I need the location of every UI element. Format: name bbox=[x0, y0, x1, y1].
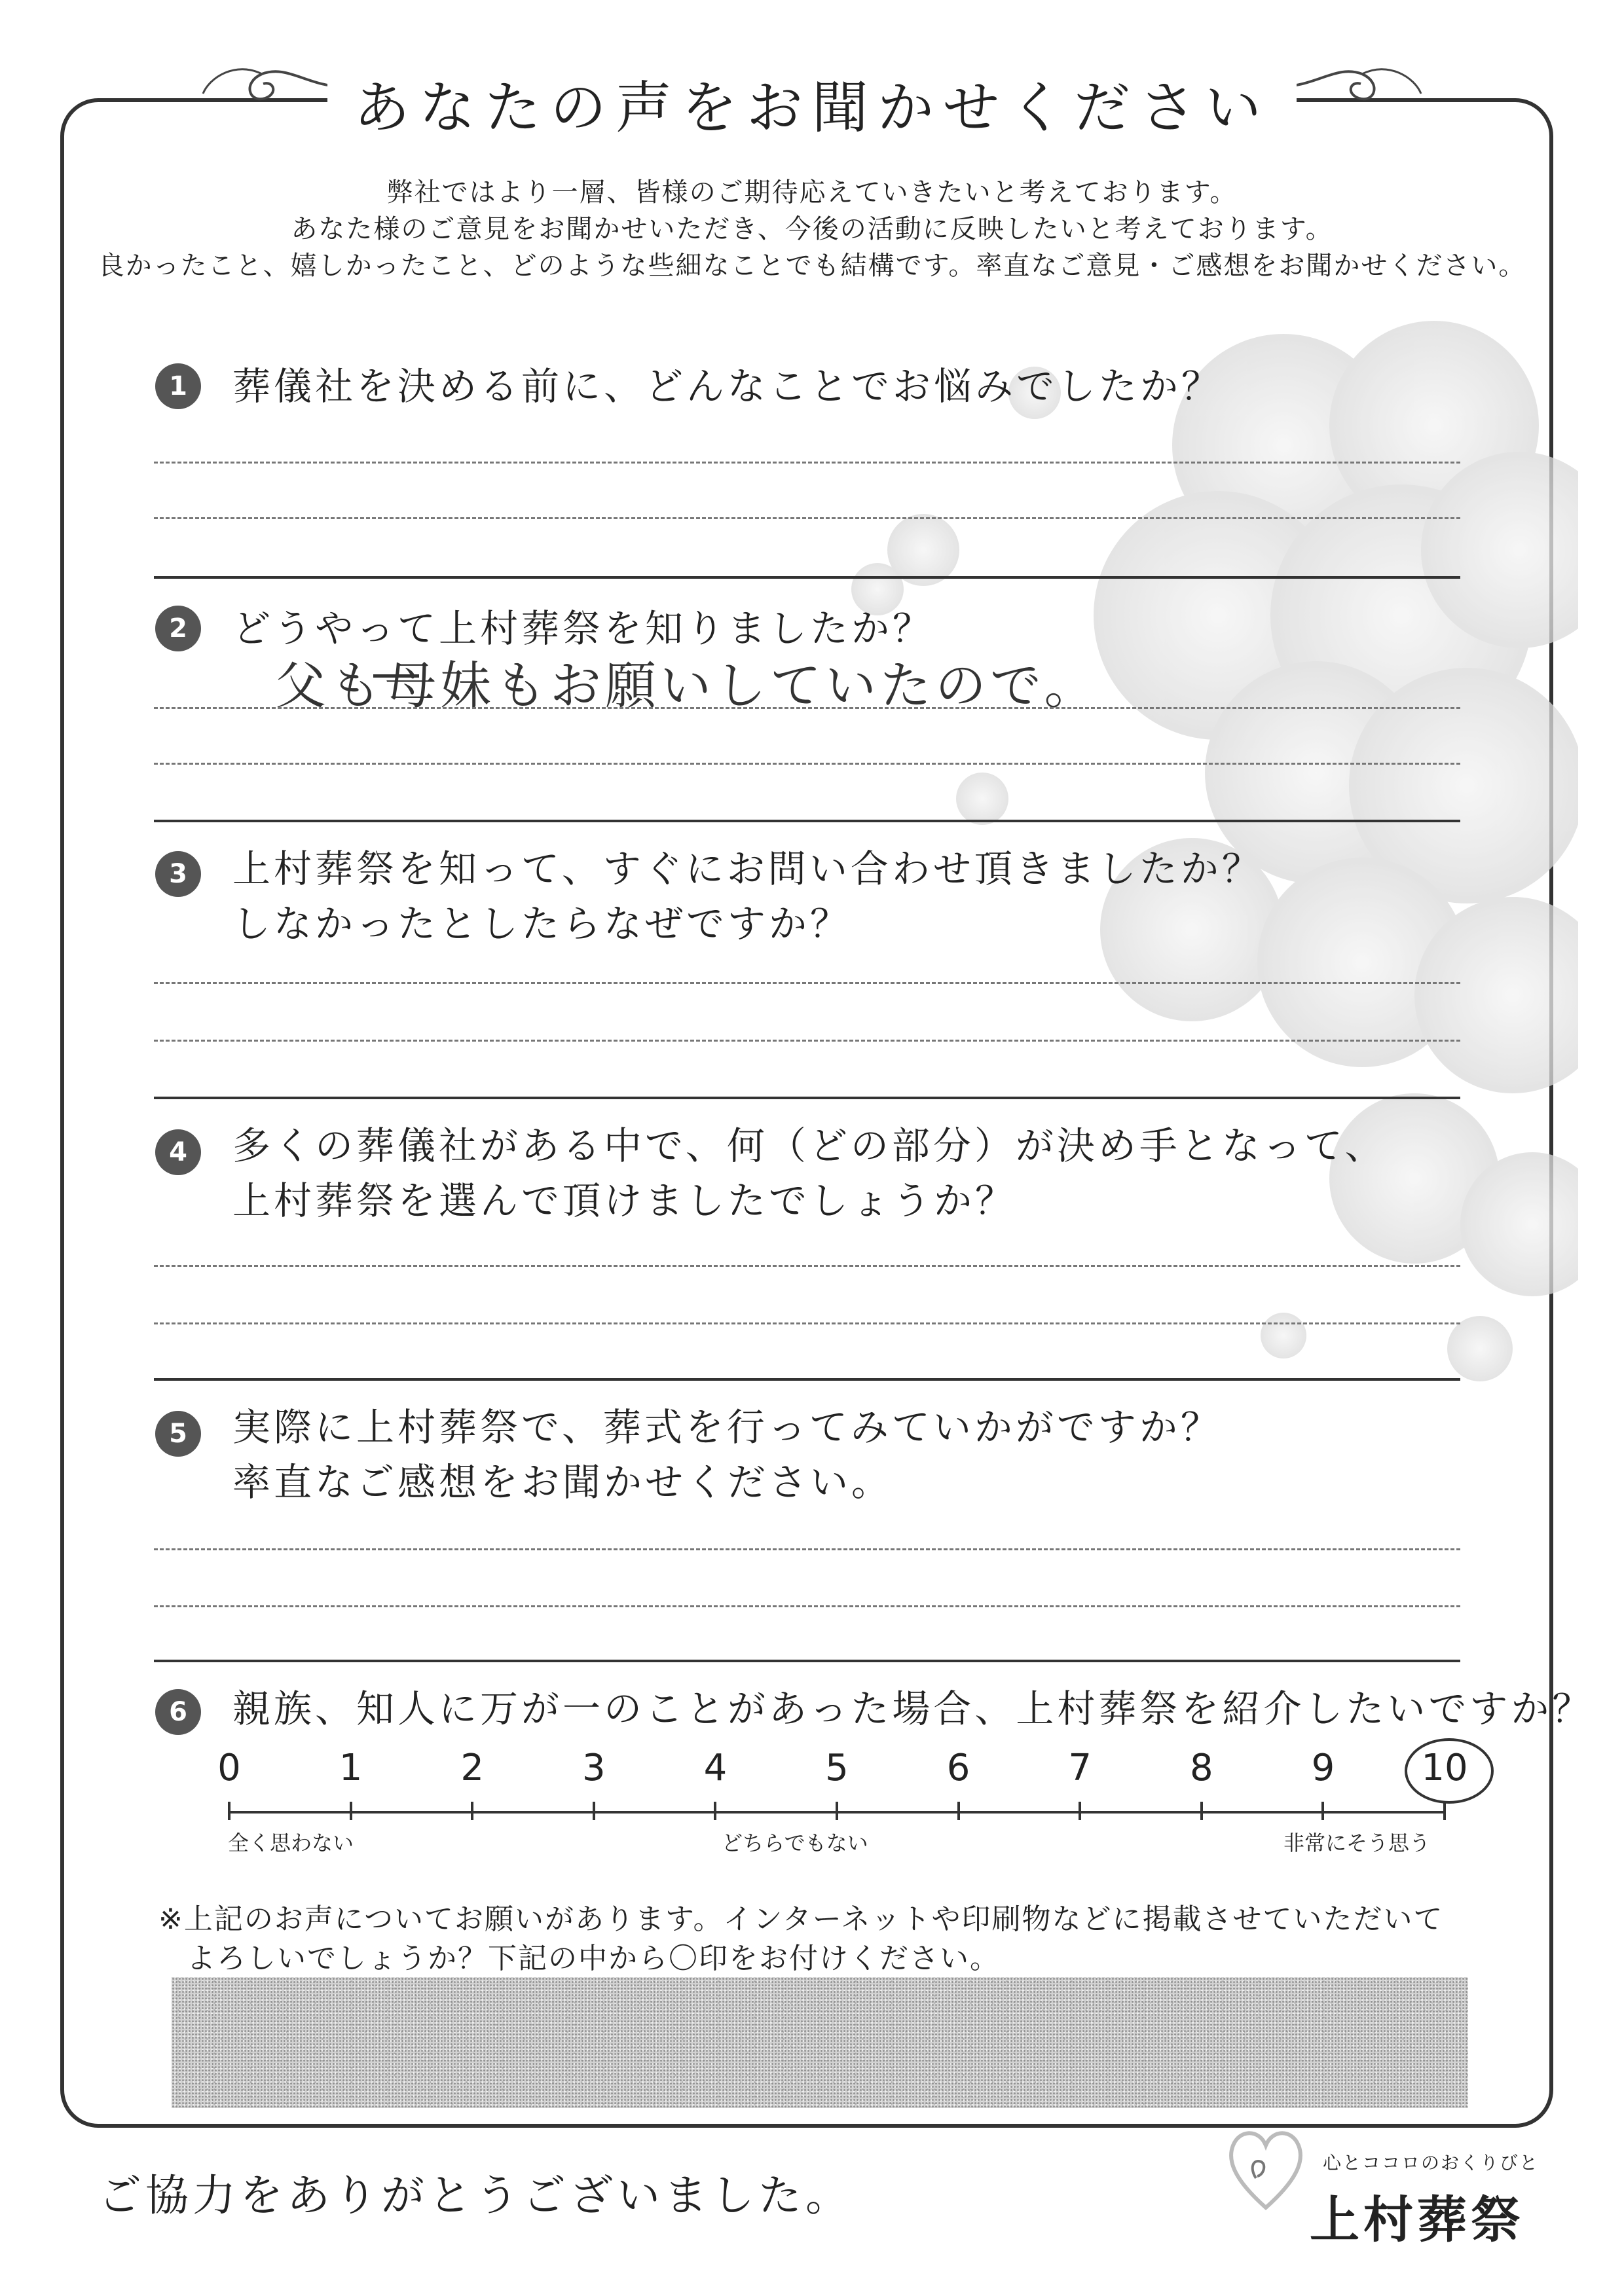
scale-tick bbox=[1321, 1802, 1324, 1820]
scale-number-1[interactable]: 1 bbox=[339, 1747, 363, 1789]
question-2-badge: 2 bbox=[155, 606, 201, 651]
scale-tick bbox=[593, 1802, 595, 1820]
scale-number-10[interactable]: 10 bbox=[1421, 1747, 1468, 1789]
logo-tagline: 心とココロのおくりびと bbox=[1323, 2152, 1540, 2174]
scale-tick bbox=[1079, 1802, 1081, 1820]
scale-tick bbox=[1200, 1802, 1203, 1820]
answer-2-line[interactable] bbox=[154, 763, 1460, 765]
scale-tick bbox=[350, 1802, 352, 1820]
question-4-text-line-2: 上村葬祭を選んで頂けましたでしょうか？ bbox=[232, 1178, 1017, 1223]
scale-tick bbox=[714, 1802, 716, 1820]
answer-4-line[interactable] bbox=[154, 1265, 1460, 1267]
answer-5-line[interactable] bbox=[154, 1548, 1460, 1550]
scale-number-9[interactable]: 9 bbox=[1311, 1747, 1335, 1789]
scale-number-4[interactable]: 4 bbox=[703, 1747, 728, 1789]
heart-logo-icon bbox=[1223, 2116, 1308, 2214]
scale-tick bbox=[228, 1802, 231, 1820]
publication-note-line-2: よろしいでしょうか？下記の中から〇印をお付けください。 bbox=[187, 1942, 1000, 1975]
section-divider bbox=[154, 1660, 1460, 1662]
question-1-badge: 1 bbox=[155, 363, 201, 409]
question-4-badge: 4 bbox=[155, 1129, 201, 1175]
question-3-text-line-2: しなかったとしたらなぜですか？ bbox=[232, 902, 852, 946]
redacted-consent-area bbox=[172, 1977, 1468, 2108]
scale-tick bbox=[836, 1802, 838, 1820]
question-5-badge: 5 bbox=[155, 1411, 201, 1457]
question-2-text: どうやって上村葬祭を知りましたか？ bbox=[232, 606, 934, 651]
scale-number-5[interactable]: 5 bbox=[825, 1747, 849, 1789]
scale-label-mid: どちらでもない bbox=[722, 1831, 868, 1855]
scale-number-7[interactable]: 7 bbox=[1068, 1747, 1092, 1789]
section-divider bbox=[154, 820, 1460, 822]
scale-tick bbox=[957, 1802, 960, 1820]
answer-3-line[interactable] bbox=[154, 982, 1460, 984]
question-3-text-line-1: 上村葬祭を知って、すぐにお問い合わせ頂きましたか？ bbox=[232, 847, 1263, 891]
answer-1-line[interactable] bbox=[154, 517, 1460, 519]
scale-number-6[interactable]: 6 bbox=[946, 1747, 970, 1789]
question-3-badge: 3 bbox=[155, 851, 201, 897]
question-1-text: 葬儀社を決める前に、どんなことでお悩みでしたか？ bbox=[232, 364, 1223, 409]
question-6-text: 親族、知人に万が一のことがあった場合、上村葬祭を紹介したいですか？ bbox=[232, 1686, 1594, 1731]
scale-tick bbox=[1443, 1802, 1446, 1820]
answer-5-line[interactable] bbox=[154, 1605, 1460, 1607]
strikethrough-mark bbox=[373, 674, 419, 678]
intro-line-3: 良かったこと、嬉しかったこと、どのような些細なことでも結構です。率直なご意見・ご感想をお聞かせください。 bbox=[98, 251, 1526, 281]
scale-number-2[interactable]: 2 bbox=[460, 1747, 484, 1789]
intro-line-1: 弊社ではより一層、皆様のご期待応えていきたいと考えております。 bbox=[386, 177, 1238, 208]
question-5-text-line-1: 実際に上村葬祭で、葬式を行ってみていかがですか？ bbox=[232, 1405, 1222, 1449]
section-divider bbox=[154, 1097, 1460, 1099]
scale-number-0[interactable]: 0 bbox=[217, 1747, 241, 1789]
question-6-badge: 6 bbox=[155, 1689, 201, 1735]
answer-2-line[interactable] bbox=[154, 707, 1460, 709]
thanks-message: ご協力をありがとうございました。 bbox=[98, 2170, 853, 2221]
question-4-text-line-1: 多くの葬儀社がある中で、何（どの部分）が決め手となって、 bbox=[232, 1123, 1386, 1168]
publication-note-line-1: ※上記のお声についてお願いがあります。インターネットや印刷物などに掲載させていただいて bbox=[158, 1903, 1444, 1936]
intro-line-2: あなた様のご意見をお聞かせいただき、今後の活動に反映したいと考えております。 bbox=[291, 214, 1333, 244]
logo-name: 上村葬祭 bbox=[1310, 2191, 1524, 2249]
page-title: あなたの声をお聞かせください bbox=[0, 62, 1624, 143]
section-divider bbox=[154, 576, 1460, 579]
answer-1-line[interactable] bbox=[154, 462, 1460, 464]
scale-tick bbox=[471, 1802, 473, 1820]
question-5-text-line-2: 率直なご感想をお聞かせください。 bbox=[232, 1460, 893, 1504]
scale-number-3[interactable]: 3 bbox=[581, 1747, 606, 1789]
section-divider bbox=[154, 1378, 1460, 1381]
scale-label-low: 全く思わない bbox=[228, 1831, 354, 1855]
answer-4-line[interactable] bbox=[154, 1322, 1460, 1324]
scale-label-high: 非常にそう思う bbox=[1283, 1831, 1431, 1855]
answer-3-line[interactable] bbox=[154, 1040, 1460, 1042]
scale-number-8[interactable]: 8 bbox=[1189, 1747, 1213, 1789]
question-2-handwritten-answer[interactable]: 父も母妹もお願いしていたので。 bbox=[275, 657, 1099, 716]
